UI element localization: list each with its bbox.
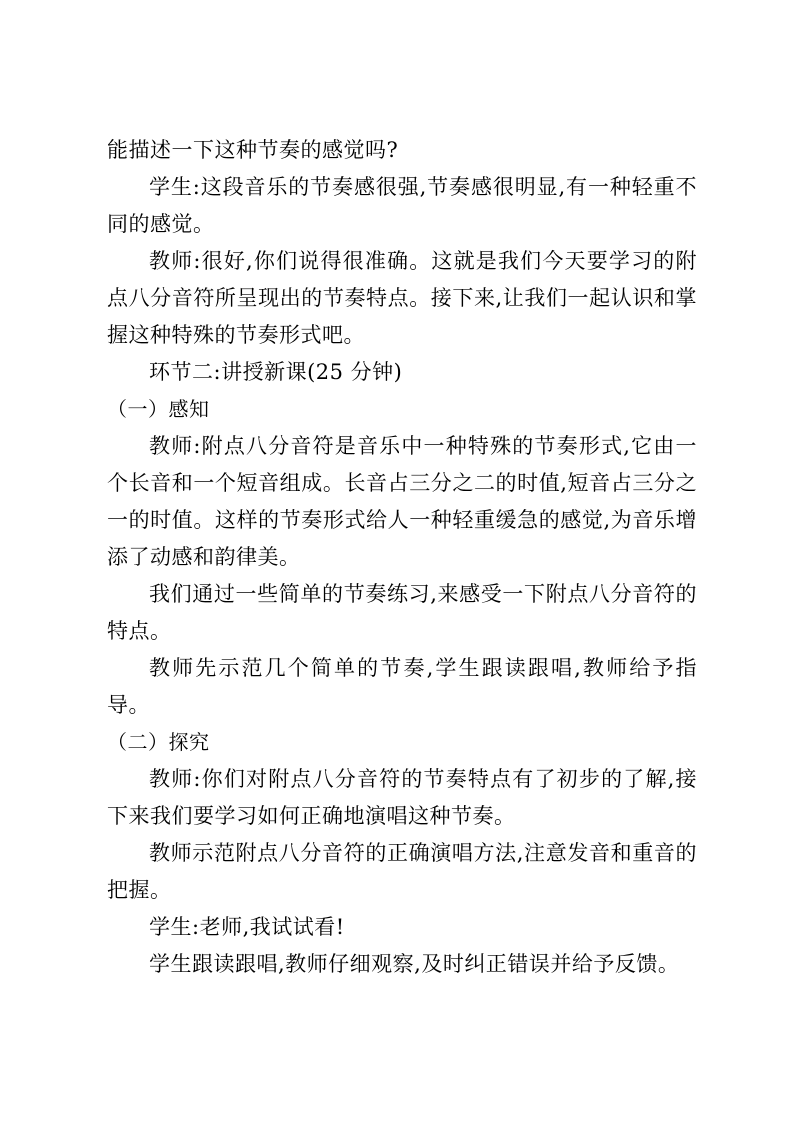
- paragraph-teacher-demo: 教师先示范几个简单的节奏,学生跟读跟唱,教师给予指导。: [107, 656, 697, 717]
- paragraph-student-response: 学生:这段音乐的节奏感很强,节奏感很明显,有一种轻重不同的感觉。: [107, 175, 697, 236]
- paragraph-singing-method: 教师示范附点八分音符的正确演唱方法,注意发音和重音的把握。: [107, 841, 697, 902]
- paragraph-feedback: 学生跟读跟唱,教师仔细观察,及时纠正错误并给予反馈。: [149, 952, 680, 976]
- paragraph-teacher-intro-singing: 教师:你们对附点八分音符的节奏特点有了初步的了解,接下来我们要学习如何正确地演唱这种节奏。: [107, 767, 697, 828]
- section-heading-new-lesson: 环节二:讲授新课(25 分钟): [149, 360, 403, 384]
- paragraph-rhythm-practice: 我们通过一些简单的节奏练习,来感受一下附点八分音符的特点。: [107, 582, 697, 643]
- paragraph-question-continuation: 能描述一下这种节奏的感觉吗?: [107, 138, 399, 162]
- subheading-perception: （一）感知: [107, 397, 210, 421]
- document-body: [107, 132, 697, 983]
- paragraph-student-try: 学生:老师,我试试看!: [149, 915, 345, 939]
- subheading-exploration: （二）探究: [107, 730, 210, 754]
- paragraph-teacher-explanation: 教师:附点八分音符是音乐中一种特殊的节奏形式,它由一个长音和一个短音组成。长音占三分之二的时值,短音占三分之一的时值。这样的节奏形式给人一种轻重缓急的感觉,为音乐增添了动感和韵律美。: [107, 434, 697, 569]
- paragraph-teacher-summary: 教师:很好,你们说得很准确。这就是我们今天要学习的附点八分音符所呈现出的节奏特点。接下来,让我们一起认识和掌握这种特殊的节奏形式吧。: [107, 249, 697, 347]
